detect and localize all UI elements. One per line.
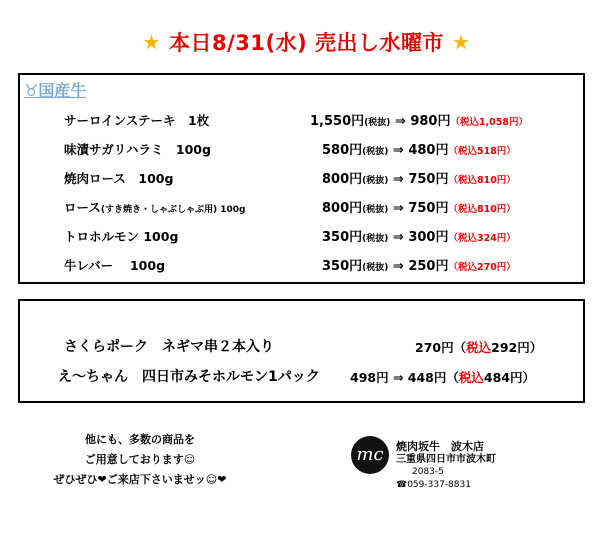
tax-ex-label: (税抜) — [362, 234, 389, 244]
list-item — [20, 254, 583, 274]
arrow-icon: ⇒ — [388, 259, 409, 274]
list-item — [20, 225, 583, 245]
tax-in-label: （税込810円） — [448, 175, 516, 186]
item-name: 焼肉ロース 100g — [64, 171, 174, 186]
arrow-icon: ⇒ — [390, 114, 411, 129]
item-price: 800円 — [322, 201, 363, 216]
message-line: ぜひぜひ❤ご来店下さいませッ☺❤ — [53, 473, 227, 486]
item-name: 味漬サガリハラミ 100g — [64, 142, 211, 157]
item-price: 498円 ⇒ 448円 — [350, 370, 447, 385]
item-price: 1,550円 — [310, 114, 365, 129]
star-icon: ★ — [142, 30, 161, 54]
shop-info — [396, 440, 496, 492]
sale-price: 250円 — [408, 259, 449, 274]
tax-in-label: （税込1,058円） — [450, 117, 529, 128]
item-name: サーロインステーキ 1枚 — [64, 113, 210, 128]
item-price: 580円 — [322, 143, 363, 158]
sale-price: 750円 — [408, 172, 449, 187]
title-text: 本日8/31(水) 売出し水曜市 — [168, 31, 444, 55]
arrow-icon: ⇒ — [388, 201, 409, 216]
tax-ex-label: (税抜) — [362, 147, 389, 157]
category-label: ♉国産牛 — [24, 81, 87, 100]
tax-ex-label: (税抜) — [362, 263, 389, 273]
item-price: 350円 — [322, 259, 363, 274]
item-note: (すき焼き・しゃぶしゃぶ用) 100g — [100, 205, 246, 215]
list-item — [20, 109, 583, 129]
list-item — [20, 167, 583, 187]
item-name: さくらポーク ネギマ串２本入り — [64, 339, 274, 355]
page-title — [0, 27, 613, 57]
sale-price: 300円 — [408, 230, 449, 245]
tax-in-label: （税込324円） — [448, 233, 516, 244]
item-price: 270円 — [415, 340, 454, 355]
message-line: ご用意しております☺ — [84, 453, 196, 466]
list-item — [20, 196, 583, 216]
tax-in-label: （税込270円） — [448, 262, 516, 273]
item-price: 800円 — [322, 172, 363, 187]
list-item — [20, 138, 583, 158]
item-name: ロース — [64, 200, 101, 215]
shop-name: 焼肉坂牛 波木店 — [396, 440, 484, 453]
tax-ex-label: (税抜) — [364, 118, 391, 128]
sale-price: 980円 — [410, 114, 451, 129]
tax-in-label: 税込 — [466, 340, 492, 355]
tax-in-label: 税込 — [458, 370, 484, 385]
star-icon: ★ — [452, 30, 471, 54]
item-name: 牛レバー 100g — [64, 258, 166, 273]
shop-address: 三重県四日市市波木町 — [396, 454, 496, 465]
item-name: トロホルモン 100g — [64, 229, 179, 244]
arrow-icon: ⇒ — [388, 230, 409, 245]
sale-price: 480円 — [408, 143, 449, 158]
arrow-icon: ⇒ — [388, 143, 409, 158]
tax-ex-label: (税抜) — [362, 176, 389, 186]
shop-logo: mc — [351, 436, 389, 474]
sale-price: 750円 — [408, 201, 449, 216]
arrow-icon: ⇒ — [388, 172, 409, 187]
shop-address-number: 2083-5 — [412, 467, 444, 477]
tax-ex-label: (税抜) — [362, 205, 389, 215]
footer-message — [30, 430, 250, 490]
tax-in-label: （税込810円） — [448, 204, 516, 215]
pork-section: さくらポーク ネギマ串２本入り 270円（税込292円） え～ちゃん 四日市みそホルモン1パック 498円 ⇒ 448円（税込484円） — [18, 299, 585, 403]
shop-phone: ☎059-337-8831 — [396, 480, 471, 490]
item-name: え～ちゃん 四日市みそホルモン1パック — [58, 369, 320, 385]
message-line: 他にも、多数の商品を — [85, 433, 195, 446]
tax-in-label: （税込518円） — [448, 146, 516, 157]
item-price: 350円 — [322, 230, 363, 245]
beef-section — [18, 73, 585, 284]
